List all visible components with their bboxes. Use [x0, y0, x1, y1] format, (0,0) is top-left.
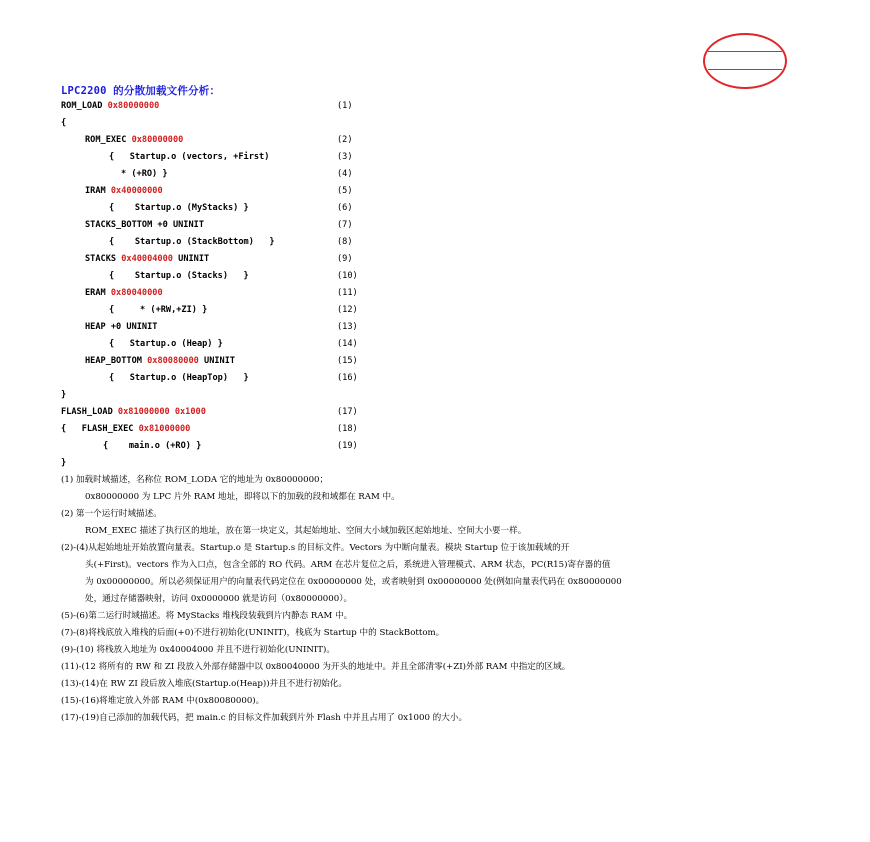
- line-number: (6): [337, 203, 353, 213]
- code-line: [61, 336, 381, 353]
- line-number: (18): [337, 424, 358, 434]
- code-text: [61, 254, 209, 264]
- line-number: (1): [337, 101, 353, 111]
- code-text: [61, 373, 249, 383]
- code-keyword: ERAM: [85, 288, 111, 298]
- code-keyword: { Startup.o (Stacks) }: [109, 271, 249, 281]
- code-line: [61, 387, 381, 404]
- line-number: (19): [337, 441, 358, 451]
- code-address: 0x81000000: [138, 424, 191, 434]
- code-text: [61, 458, 66, 468]
- code-keyword: * (+RO) }: [121, 169, 168, 179]
- code-line: [61, 268, 381, 285]
- code-keyword: HEAP_BOTTOM: [85, 356, 148, 366]
- code-text: [61, 288, 163, 298]
- code-line: [61, 421, 381, 438]
- code-address: 0x80000000: [107, 101, 160, 111]
- code-keyword: }: [61, 458, 67, 468]
- code-address: 0x40000000: [110, 186, 163, 196]
- code-line: [61, 166, 381, 183]
- line-number: (3): [337, 152, 353, 162]
- code-text: [61, 203, 249, 213]
- code-keyword: ROM_LOAD: [61, 101, 108, 111]
- code-line: [61, 251, 381, 268]
- code-text: [61, 322, 157, 332]
- note-line: 处，通过存储器映射，访问 0x0000000 就是访问（0x80000000）。: [85, 594, 353, 604]
- line-number: (11): [337, 288, 358, 298]
- code-text: [61, 441, 201, 451]
- line-number: (9): [337, 254, 353, 264]
- code-text: [61, 407, 206, 417]
- code-text: [61, 271, 249, 281]
- line-number: (5): [337, 186, 353, 196]
- code-attribute: UNINIT: [172, 254, 210, 264]
- code-text: [61, 118, 66, 128]
- code-line: [61, 404, 381, 421]
- code-text: [61, 424, 190, 434]
- code-keyword: FLASH_LOAD: [61, 407, 118, 417]
- code-text: [61, 356, 235, 366]
- line-number: (17): [337, 407, 358, 417]
- code-text: [61, 169, 168, 179]
- scatter-file-code: [61, 98, 381, 472]
- note-line: (2)-(4)从起始地址开始放置向量表。Startup.o 是 Startup.s 的目标文件。Vectors 为中断向量表。模块 Startup 位于该加载域的开: [61, 543, 570, 553]
- line-number: (7): [337, 220, 353, 230]
- line-number: (4): [337, 169, 353, 179]
- red-stamp-icon: [703, 33, 787, 89]
- code-text: [61, 152, 269, 162]
- line-number: (15): [337, 356, 358, 366]
- line-number: (14): [337, 339, 358, 349]
- code-line: [61, 200, 381, 217]
- code-address: 0x80000000: [131, 135, 184, 145]
- code-text: [61, 390, 66, 400]
- code-line: [61, 353, 381, 370]
- code-address: 0x81000000 0x1000: [117, 407, 206, 417]
- analysis-notes: [61, 472, 813, 727]
- code-text: [61, 305, 207, 315]
- note-line: (7)-(8)将栈底放入堆栈的后面(+0)不进行初始化(UNINIT)，栈底为 Startup 中的 StackBottom。: [61, 628, 445, 638]
- code-keyword: { Startup.o (vectors, +First): [109, 152, 270, 162]
- note-line: (13)-(14)在 RW ZI 段后放入堆底(Startup.o(Heap))并且不进行初始化。: [61, 679, 347, 689]
- code-keyword: ROM_EXEC: [85, 135, 132, 145]
- code-keyword: { Startup.o (HeapTop) }: [109, 373, 249, 383]
- note-line: (11)-(12 将所有的 RW 和 ZI 段放入外部存储器中以 0x80040000 为开头的地址中。并且全部清零(+ZI)外部 RAM 中指定的区域。: [61, 662, 571, 672]
- note-line: (9)-(10) 将栈放入地址为 0x40004000 并且不进行初始化(UNINIT)。: [61, 645, 335, 655]
- code-line: [61, 149, 381, 166]
- document-title: LPC2200 的分散加载文件分析：: [61, 85, 221, 97]
- line-number: (16): [337, 373, 358, 383]
- code-keyword: IRAM: [85, 186, 111, 196]
- note-line: (15)-(16)将堆定放入外部 RAM 中(0x80080000)。: [61, 696, 265, 706]
- code-keyword: STACKS_BOTTOM +0 UNINIT: [85, 220, 204, 230]
- note-line: 头(+First)。vectors 作为入口点，包含全部的 RO 代码。ARM 在芯片复位之后，系统进入管理模式、ARM 状态，PC(R15)寄存器的值: [85, 560, 611, 570]
- code-line: [61, 132, 381, 149]
- code-address: 0x40004000: [121, 254, 173, 264]
- code-line: [61, 115, 381, 132]
- code-text: [61, 101, 159, 111]
- code-line: [61, 302, 381, 319]
- code-keyword: STACKS: [85, 254, 122, 264]
- code-keyword: { Startup.o (MyStacks) }: [109, 203, 249, 213]
- code-line: [61, 285, 381, 302]
- line-number: (10): [337, 271, 358, 281]
- code-line: [61, 370, 381, 387]
- line-number: (2): [337, 135, 353, 145]
- code-line: [61, 183, 381, 200]
- code-keyword: { FLASH_EXEC: [61, 424, 139, 434]
- code-address: 0x80080000: [147, 356, 199, 366]
- code-keyword: { Startup.o (Heap) }: [109, 339, 223, 349]
- code-keyword: { Startup.o (StackBottom) }: [109, 237, 275, 247]
- note-line: (1) 加载时域描述，名称位 ROM_LODA 它的地址为 0x80000000；: [61, 475, 329, 485]
- code-line: [61, 319, 381, 336]
- code-text: [61, 237, 275, 247]
- line-number: (13): [337, 322, 358, 332]
- line-number: (8): [337, 237, 353, 247]
- code-text: [61, 339, 223, 349]
- code-line: [61, 98, 381, 115]
- code-text: [61, 220, 204, 230]
- note-line: (2) 第一个运行时域描述。: [61, 509, 162, 519]
- note-line: 0x80000000 为 LPC 片外 RAM 地址，即将以下的加载的段和域都在 RAM 中。: [85, 492, 400, 502]
- code-text: [61, 135, 183, 145]
- code-keyword: }: [61, 390, 67, 400]
- note-line: (5)-(6)第二运行时域描述。将 MyStacks 堆栈段装载到片内静态 RAM 中。: [61, 611, 353, 621]
- note-line: ROM_EXEC 描述了执行区的地址，放在第一块定义，其起始地址、空间大小域加载区起始地址、空间大小要一样。: [85, 526, 527, 536]
- code-line: [61, 217, 381, 234]
- code-keyword: { * (+RW,+ZI) }: [109, 305, 208, 315]
- code-line: [61, 455, 381, 472]
- code-keyword: {: [61, 118, 67, 128]
- line-number: (12): [337, 305, 358, 315]
- code-line: [61, 438, 381, 455]
- code-text: [61, 186, 163, 196]
- code-keyword: { main.o (+RO) }: [103, 441, 202, 451]
- code-keyword: HEAP +0 UNINIT: [85, 322, 158, 332]
- note-line: (17)-(19)自己添加的加载代码，把 main.c 的目标文件加载到片外 Flash 中并且占用了 0x1000 的大小。: [61, 713, 468, 723]
- code-address: 0x80040000: [110, 288, 163, 298]
- code-line: [61, 234, 381, 251]
- code-attribute: UNINIT: [198, 356, 236, 366]
- note-line: 为 0x00000000。所以必须保证用户的向量表代码定位在 0x00000000 处，或者映射到 0x00000000 处(例如向量表代码在 0x80000000: [85, 577, 622, 587]
